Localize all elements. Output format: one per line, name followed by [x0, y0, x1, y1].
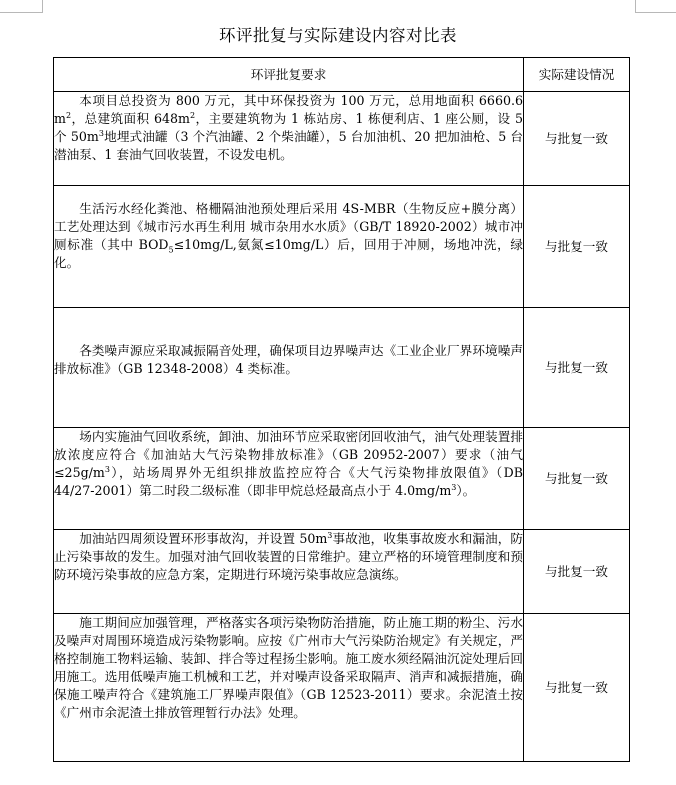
requirement-cell: [54, 614, 524, 762]
superscript: 2: [189, 110, 196, 120]
requirement-cell: [54, 428, 524, 530]
requirement-text: [54, 200, 523, 272]
requirement-text: [54, 92, 523, 164]
superscript: 2: [65, 110, 72, 120]
requirement-text-part: 场内实施油气回收系统，卸油、加油环节应采取密闭回收油气，油气处理装置排放浓度应符合《加油站大气污染物排放标准》（GB 20952-2007）要求（油气≤25g/m: [54, 429, 523, 480]
requirement-text-part: ）。: [456, 483, 476, 498]
table-row: [54, 92, 630, 186]
requirement-text-part: 地埋式油罐（3 个汽油罐、2 个柴油罐），5 台加油机、20 把加油枪、5 台潜油泵、1 套油气回收装置，不设发电机。: [54, 129, 523, 162]
requirement-cell: [54, 92, 524, 186]
table-row: [54, 614, 630, 762]
requirement-text-part: ，总建筑面积 648m: [71, 111, 190, 126]
requirement-text: 各类噪声源应采取减振隔音处理，确保项目边界噪声达《工业企业厂界环境噪声排放标准》（GB 12348-2008）4 类标准。: [54, 343, 523, 376]
status-cell: 与批复一致: [524, 186, 630, 308]
header-status: 实际建设情况: [524, 58, 630, 92]
requirement-text: [54, 428, 523, 500]
requirement-text-part: ，主要建筑物为 1 栋站房、1 栋便利店、1 座公厕，设 5 个 50m: [54, 111, 523, 144]
status-cell: 与批复一致: [524, 428, 630, 530]
table-header-row: [54, 58, 630, 92]
requirement-text-part: 事故池，收集事故废水和漏油，防止污染事故的发生。加强对油气回收装置的日常维护。建立严格的环境管理制度和预防环境污染事故的应急方案，定期进行环境污染事故应急演练。: [54, 531, 523, 582]
requirement-cell: [54, 308, 524, 428]
requirement-text-part: ≤10mg/L,氨氮≤10mg/L）后，回用于冲厕，场地冲洗，绿化。: [54, 237, 523, 270]
requirement-cell: [54, 186, 524, 308]
status-cell: 与批复一致: [524, 614, 630, 762]
table-row: [54, 428, 630, 530]
table-row: [54, 530, 630, 614]
status-cell: 与批复一致: [524, 308, 630, 428]
header-requirement: 环评批复要求: [54, 58, 524, 92]
document-title: 环评批复与实际建设内容对比表: [219, 26, 457, 45]
requirement-cell: [54, 530, 524, 614]
requirement-text: [54, 530, 523, 584]
requirement-text: 施工期间应加强管理，严格落实各项污染物防治措施，防止施工期的粉尘、污水及噪声对周围环境造成污染物影响。应按《广州市大气污染防治规定》有关规定，严格控制施工物料运输、装卸、拌合等过程扬尘影响。施工废水须经隔油沉淀处理后回用施工。选用低噪声施工机械和工艺，并对噪声设备采取隔声、消声和减振措施，确保施工噪声符合《建筑施工厂界噪声限值》（GB 12523-2011）要求。余泥渣土按《广州市余泥渣土排放管理暂行办法》处理。: [54, 615, 523, 720]
status-cell: 与批复一致: [524, 92, 630, 186]
comparison-table: [53, 57, 630, 762]
requirement-text-part: 加油站四周须设置环形事故沟，并设置 50m: [79, 531, 328, 546]
superscript: 3: [451, 482, 457, 492]
crop-mark-top-right: [635, 0, 676, 13]
status-cell: 与批复一致: [524, 530, 630, 614]
crop-mark-top-left: [0, 0, 43, 13]
subscript: 5: [168, 245, 174, 255]
superscript: 3: [104, 464, 110, 474]
requirement-text-part: 本项目总投资为 800 万元，其中环保投资为 100 万元，总用地面积 6660.6 m: [54, 93, 523, 126]
superscript: 3: [98, 128, 104, 138]
table-row: [54, 308, 630, 428]
requirement-text-part: ），站场周界外无组织排放监控应符合《大气污染物排放限值》（DB 44/27-2001）第二时段二级标准（即非甲烷总烃最高点小于 4.0mg/m: [54, 465, 523, 498]
superscript: 3: [327, 530, 333, 540]
requirement-text-part: 生活污水经化粪池、格栅隔油池预处理后采用 4S-MBR（生物反应+膜分离）工艺处理达到《城市污水再生利用 城市杂用水水质》（GB/T 18920-2002）城市冲厕标准（其中 BOD: [54, 201, 523, 252]
table-row: [54, 186, 630, 308]
